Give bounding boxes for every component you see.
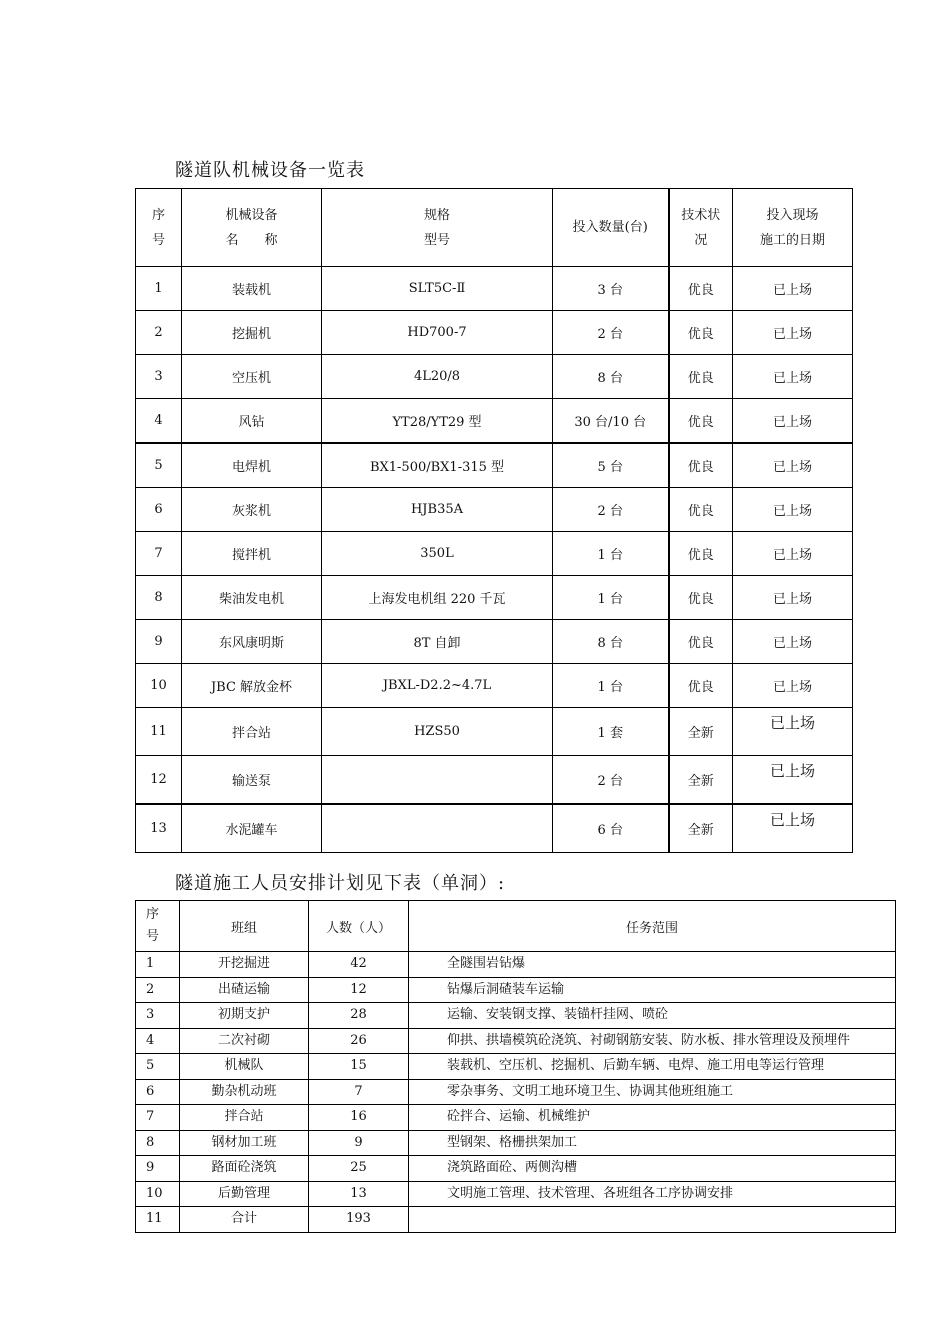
row-seq: 4 — [136, 1028, 180, 1054]
personnel-row — [136, 1079, 896, 1105]
team-name: 初期支护 — [180, 1003, 309, 1029]
onsite-date: 已上场 — [733, 664, 853, 708]
header-seq: 序 号 — [136, 901, 180, 952]
headcount: 193 — [309, 1207, 409, 1233]
equipment-quantity: 6 台 — [553, 804, 669, 853]
task-scope: 装载机、空压机、挖掘机、后勤车辆、电焊、施工用电等运行管理 — [409, 1054, 896, 1080]
tech-status: 全新 — [669, 756, 733, 805]
onsite-date: 已上场 — [733, 620, 853, 664]
header-spec-model: 规格 型号 — [322, 189, 553, 267]
onsite-date: 已上场 — [733, 756, 853, 805]
equipment-spec: HZS50 — [322, 708, 553, 756]
team-name: 路面砼浇筑 — [180, 1156, 309, 1182]
equipment-quantity: 5 台 — [553, 443, 669, 488]
onsite-date: 已上场 — [733, 443, 853, 488]
headcount: 25 — [309, 1156, 409, 1182]
tech-status: 优良 — [669, 620, 733, 664]
team-name: 二次衬砌 — [180, 1028, 309, 1054]
task-scope: 仰拱、拱墙模筑砼浇筑、衬砌钢筋安装、防水板、排水管理设及预埋件 — [409, 1028, 896, 1054]
personnel-row — [136, 1207, 896, 1233]
personnel-row — [136, 977, 896, 1003]
row-seq: 2 — [136, 311, 182, 355]
equipment-row — [136, 399, 853, 444]
onsite-date: 已上场 — [733, 267, 853, 311]
row-seq: 10 — [136, 1181, 180, 1207]
personnel-row — [136, 1130, 896, 1156]
header-headcount: 人数（人） — [309, 901, 409, 952]
equipment-row — [136, 488, 853, 532]
task-scope: 运输、安装钢支撑、装锚杆挂网、喷砼 — [409, 1003, 896, 1029]
headcount: 42 — [309, 952, 409, 978]
headcount: 26 — [309, 1028, 409, 1054]
header-task-scope: 任务范围 — [409, 901, 896, 952]
equipment-row — [136, 576, 853, 620]
equipment-name: 拌合站 — [182, 708, 322, 756]
onsite-date: 已上场 — [733, 311, 853, 355]
equipment-row — [136, 532, 853, 576]
equipment-quantity: 8 台 — [553, 620, 669, 664]
headcount: 7 — [309, 1079, 409, 1105]
row-seq: 6 — [136, 488, 182, 532]
equipment-quantity: 30 台/10 台 — [553, 399, 669, 444]
team-name: 勤杂机动班 — [180, 1079, 309, 1105]
equipment-spec — [322, 804, 553, 853]
team-name: 拌合站 — [180, 1105, 309, 1131]
equipment-quantity: 1 套 — [553, 708, 669, 756]
personnel-row — [136, 952, 896, 978]
equipment-quantity: 1 台 — [553, 576, 669, 620]
task-scope: 型钢架、格栅拱架加工 — [409, 1130, 896, 1156]
task-scope: 文明施工管理、技术管理、各班组各工序协调安排 — [409, 1181, 896, 1207]
equipment-row — [136, 355, 853, 399]
team-name: 开挖掘进 — [180, 952, 309, 978]
task-scope: 钻爆后洞碴装车运输 — [409, 977, 896, 1003]
equipment-name: 电焊机 — [182, 443, 322, 488]
equipment-name: 东风康明斯 — [182, 620, 322, 664]
tech-status: 优良 — [669, 443, 733, 488]
row-seq: 13 — [136, 804, 182, 853]
task-scope: 浇筑路面砼、两侧沟槽 — [409, 1156, 896, 1182]
equipment-name: JBC 解放金杯 — [182, 664, 322, 708]
team-name: 机械队 — [180, 1054, 309, 1080]
equipment-quantity: 2 台 — [553, 311, 669, 355]
row-seq: 6 — [136, 1079, 180, 1105]
task-scope: 全隧围岩钻爆 — [409, 952, 896, 978]
onsite-date: 已上场 — [733, 532, 853, 576]
equipment-spec: 上海发电机组 220 千瓦 — [322, 576, 553, 620]
equipment-spec: BX1-500/BX1-315 型 — [322, 443, 553, 488]
equipment-header-row — [136, 189, 853, 267]
row-seq: 8 — [136, 1130, 180, 1156]
task-scope — [409, 1207, 896, 1233]
equipment-quantity: 2 台 — [553, 488, 669, 532]
equipment-name: 灰浆机 — [182, 488, 322, 532]
equipment-name: 水泥罐车 — [182, 804, 322, 853]
equipment-name: 挖掘机 — [182, 311, 322, 355]
header-seq: 序 号 — [136, 189, 182, 267]
task-scope: 零杂事务、文明工地环境卫生、协调其他班组施工 — [409, 1079, 896, 1105]
row-seq: 1 — [136, 267, 182, 311]
personnel-row — [136, 1028, 896, 1054]
row-seq: 9 — [136, 620, 182, 664]
tech-status: 优良 — [669, 488, 733, 532]
team-name: 出碴运输 — [180, 977, 309, 1003]
header-quantity: 投入数量(台) — [553, 189, 669, 267]
tech-status: 优良 — [669, 355, 733, 399]
onsite-date: 已上场 — [733, 399, 853, 444]
equipment-spec: 4L20/8 — [322, 355, 553, 399]
headcount: 15 — [309, 1054, 409, 1080]
header-equipment-name: 机械设备 名 称 — [182, 189, 322, 267]
row-seq: 4 — [136, 399, 182, 444]
personnel-row — [136, 1181, 896, 1207]
row-seq: 3 — [136, 1003, 180, 1029]
row-seq: 10 — [136, 664, 182, 708]
equipment-row — [136, 664, 853, 708]
equipment-spec — [322, 756, 553, 805]
equipment-spec: SLT5C-Ⅱ — [322, 267, 553, 311]
personnel-header-row — [136, 901, 896, 952]
row-seq: 1 — [136, 952, 180, 978]
row-seq: 8 — [136, 576, 182, 620]
onsite-date: 已上场 — [733, 355, 853, 399]
personnel-table — [135, 900, 896, 1233]
header-onsite-date: 投入现场 施工的日期 — [733, 189, 853, 267]
equipment-name: 装载机 — [182, 267, 322, 311]
equipment-row — [136, 267, 853, 311]
headcount: 28 — [309, 1003, 409, 1029]
personnel-row — [136, 1054, 896, 1080]
personnel-row — [136, 1003, 896, 1029]
tech-status: 优良 — [669, 532, 733, 576]
equipment-spec: YT28/YT29 型 — [322, 399, 553, 444]
row-seq: 5 — [136, 443, 182, 488]
team-name: 合计 — [180, 1207, 309, 1233]
headcount: 13 — [309, 1181, 409, 1207]
equipment-name: 搅拌机 — [182, 532, 322, 576]
headcount: 16 — [309, 1105, 409, 1131]
tech-status: 优良 — [669, 576, 733, 620]
equipment-table-title: 隧道队机械设备一览表 — [175, 160, 365, 181]
task-scope: 砼拌合、运输、机械维护 — [409, 1105, 896, 1131]
equipment-quantity: 1 台 — [553, 532, 669, 576]
row-seq: 12 — [136, 756, 182, 805]
equipment-row — [136, 443, 853, 488]
team-name: 钢材加工班 — [180, 1130, 309, 1156]
tech-status: 优良 — [669, 664, 733, 708]
equipment-name: 输送泵 — [182, 756, 322, 805]
equipment-row — [136, 620, 853, 664]
team-name: 后勤管理 — [180, 1181, 309, 1207]
equipment-name: 风钻 — [182, 399, 322, 444]
onsite-date: 已上场 — [733, 708, 853, 756]
row-seq: 2 — [136, 977, 180, 1003]
headcount: 9 — [309, 1130, 409, 1156]
personnel-row — [136, 1105, 896, 1131]
tech-status: 全新 — [669, 708, 733, 756]
onsite-date: 已上场 — [733, 576, 853, 620]
row-seq: 7 — [136, 1105, 180, 1131]
tech-status: 全新 — [669, 804, 733, 853]
row-seq: 3 — [136, 355, 182, 399]
equipment-row — [136, 804, 853, 853]
equipment-quantity: 1 台 — [553, 664, 669, 708]
equipment-name: 空压机 — [182, 355, 322, 399]
row-seq: 5 — [136, 1054, 180, 1080]
equipment-spec: 350L — [322, 532, 553, 576]
equipment-quantity: 2 台 — [553, 756, 669, 805]
equipment-row — [136, 708, 853, 756]
tech-status: 优良 — [669, 267, 733, 311]
header-team: 班组 — [180, 901, 309, 952]
equipment-name: 柴油发电机 — [182, 576, 322, 620]
personnel-row — [136, 1156, 896, 1182]
tech-status: 优良 — [669, 311, 733, 355]
row-seq: 7 — [136, 532, 182, 576]
headcount: 12 — [309, 977, 409, 1003]
equipment-row — [136, 311, 853, 355]
onsite-date: 已上场 — [733, 488, 853, 532]
equipment-spec: HD700-7 — [322, 311, 553, 355]
equipment-row — [136, 756, 853, 805]
row-seq: 9 — [136, 1156, 180, 1182]
tech-status: 优良 — [669, 399, 733, 444]
equipment-quantity: 8 台 — [553, 355, 669, 399]
equipment-table — [135, 188, 853, 853]
equipment-spec: HJB35A — [322, 488, 553, 532]
equipment-quantity: 3 台 — [553, 267, 669, 311]
personnel-table-title: 隧道施工人员安排计划见下表（单洞）: — [175, 873, 506, 894]
equipment-spec: JBXL-D2.2~4.7L — [322, 664, 553, 708]
onsite-date: 已上场 — [733, 804, 853, 853]
header-tech-status: 技术状 况 — [669, 189, 733, 267]
row-seq: 11 — [136, 1207, 180, 1233]
equipment-spec: 8T 自卸 — [322, 620, 553, 664]
row-seq: 11 — [136, 708, 182, 756]
